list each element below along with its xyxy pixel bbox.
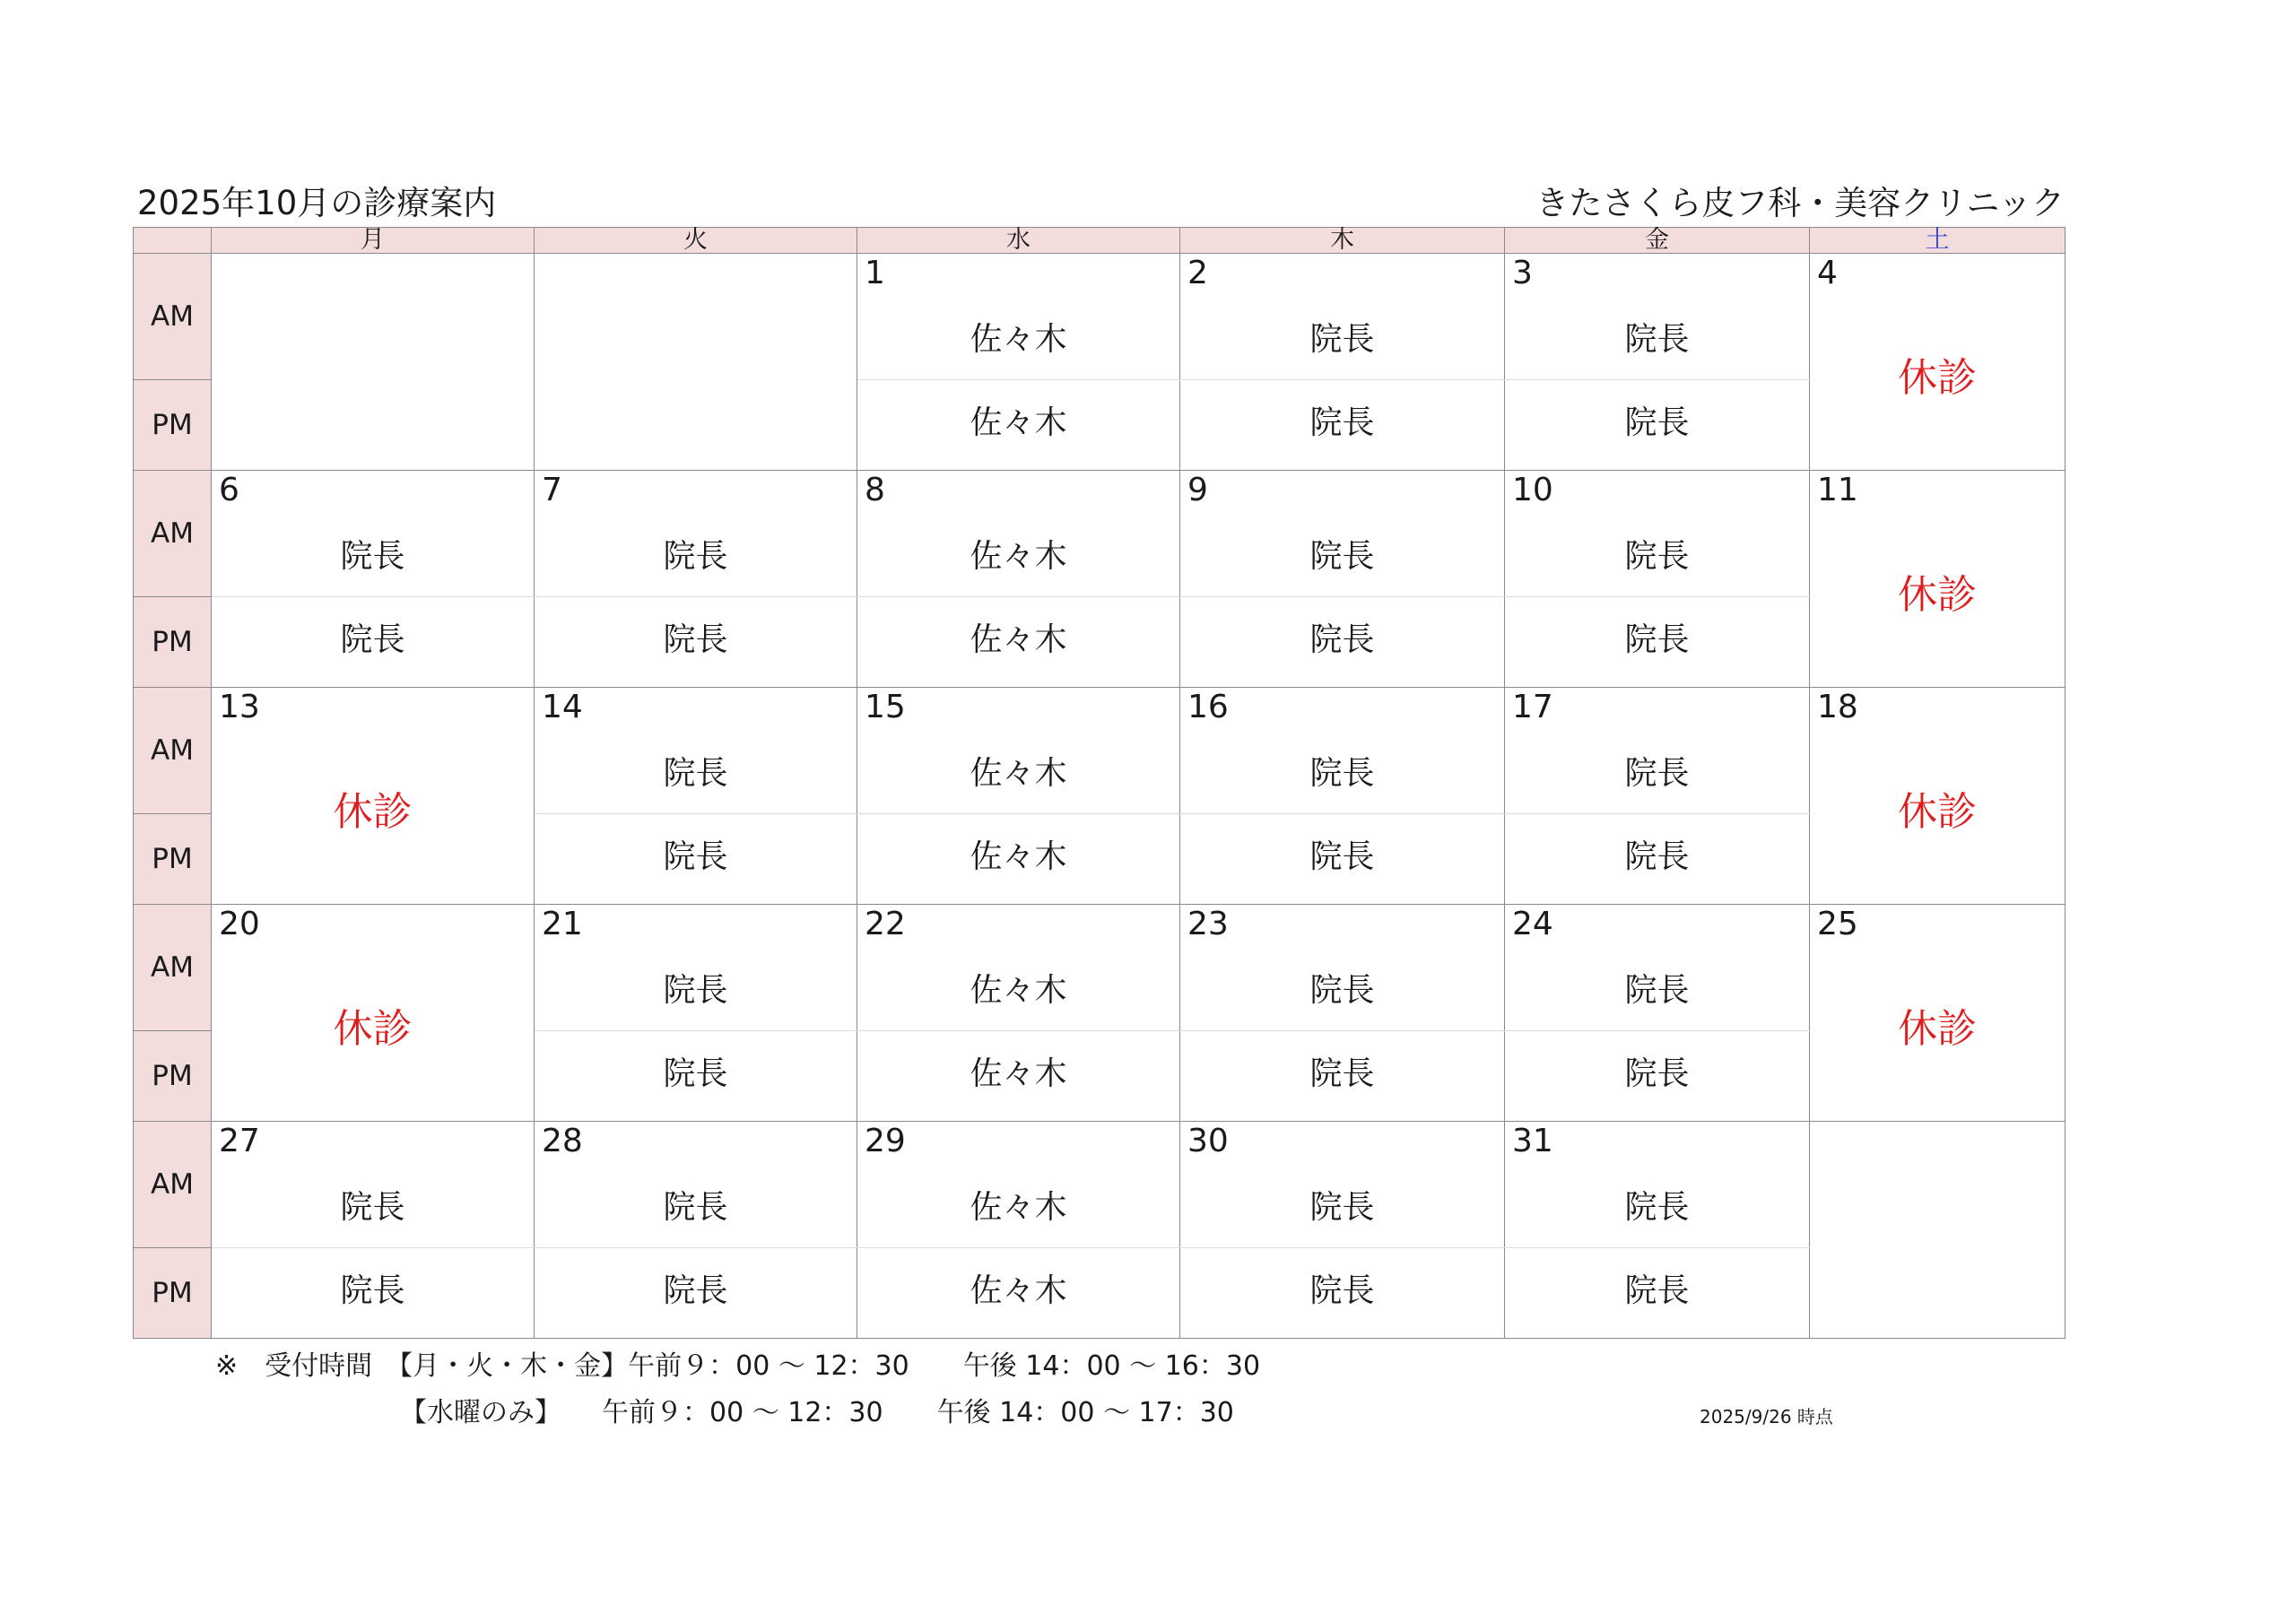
am-doctor: 佐々木 bbox=[970, 1189, 1067, 1226]
am-doctor: 院長 bbox=[1309, 1189, 1375, 1226]
closed-day-cell bbox=[212, 905, 535, 1122]
header-corner bbox=[134, 228, 212, 254]
weekday-header-row bbox=[134, 228, 2066, 254]
day-number: 14 bbox=[542, 689, 583, 725]
am-label: AM bbox=[134, 254, 212, 380]
week-row-am bbox=[134, 688, 2066, 814]
pm-doctor: 院長 bbox=[663, 838, 728, 875]
pm-doctor: 院長 bbox=[663, 621, 728, 658]
schedule-calendar bbox=[133, 227, 2066, 1339]
day-cell-am bbox=[1505, 254, 1810, 380]
day-number: 9 bbox=[1187, 472, 1208, 508]
am-doctor: 院長 bbox=[340, 1189, 405, 1226]
day-number: 10 bbox=[1512, 472, 1553, 508]
day-cell-am bbox=[1180, 254, 1505, 380]
day-cell-pm bbox=[1505, 1248, 1810, 1339]
closed-day-cell bbox=[212, 688, 535, 905]
day-cell-pm bbox=[857, 1248, 1180, 1339]
day-number: 17 bbox=[1512, 689, 1553, 725]
day-number: 22 bbox=[865, 906, 906, 942]
am-label: AM bbox=[134, 1122, 212, 1248]
closed-day-cell bbox=[1810, 688, 2066, 905]
pm-doctor: 院長 bbox=[1624, 404, 1690, 441]
am-doctor: 院長 bbox=[1309, 972, 1375, 1009]
day-number: 4 bbox=[1817, 255, 1838, 291]
closed-label: 休診 bbox=[1898, 1006, 1977, 1052]
closed-label: 休診 bbox=[1898, 789, 1977, 835]
pm-doctor: 院長 bbox=[663, 1272, 728, 1309]
closed-label: 休診 bbox=[333, 1006, 413, 1052]
closed-label: 休診 bbox=[1898, 572, 1977, 618]
am-doctor: 院長 bbox=[663, 538, 728, 575]
reception-hours-note: ※ 受付時間 【月・火・木・金】午前９：00 ～ 12：30 午後 14：00 ～ 16：30 bbox=[215, 1350, 1261, 1382]
pm-doctor: 院長 bbox=[663, 1055, 728, 1092]
day-cell-pm bbox=[535, 597, 857, 688]
day-cell-pm bbox=[1505, 814, 1810, 905]
day-cell-am bbox=[1180, 1122, 1505, 1248]
day-number: 21 bbox=[542, 906, 583, 942]
day-cell-pm bbox=[535, 1248, 857, 1339]
closed-day-cell bbox=[1810, 254, 2066, 471]
day-cell-pm bbox=[1180, 814, 1505, 905]
pm-doctor: 佐々木 bbox=[970, 1055, 1067, 1092]
closed-day-cell bbox=[1810, 905, 2066, 1122]
day-cell-pm bbox=[857, 1031, 1180, 1122]
day-cell-am bbox=[535, 688, 857, 814]
day-cell-pm bbox=[1180, 380, 1505, 471]
pm-doctor: 院長 bbox=[1309, 1272, 1375, 1309]
day-number: 18 bbox=[1817, 689, 1858, 725]
day-cell-am bbox=[1180, 688, 1505, 814]
day-number: 13 bbox=[219, 689, 260, 725]
pm-doctor: 院長 bbox=[1309, 404, 1375, 441]
weekday-mon: 月 bbox=[212, 228, 535, 254]
am-label: AM bbox=[134, 688, 212, 814]
day-number: 6 bbox=[219, 472, 239, 508]
day-number: 24 bbox=[1512, 906, 1553, 942]
weekday-sat: 土 bbox=[1810, 228, 2066, 254]
day-cell-am bbox=[857, 471, 1180, 597]
am-doctor: 院長 bbox=[340, 538, 405, 575]
weekday-tue: 火 bbox=[535, 228, 857, 254]
day-number: 2 bbox=[1187, 255, 1208, 291]
am-doctor: 院長 bbox=[663, 1189, 728, 1226]
day-number: 11 bbox=[1817, 472, 1858, 508]
day-number: 7 bbox=[542, 472, 562, 508]
am-doctor: 院長 bbox=[663, 755, 728, 792]
day-cell-am bbox=[1180, 471, 1505, 597]
closed-label: 休診 bbox=[333, 789, 413, 835]
am-doctor: 院長 bbox=[1309, 321, 1375, 358]
day-cell-am bbox=[857, 254, 1180, 380]
day-number: 16 bbox=[1187, 689, 1229, 725]
day-cell-pm bbox=[212, 597, 535, 688]
day-cell-pm bbox=[1180, 597, 1505, 688]
day-cell-am bbox=[1505, 688, 1810, 814]
pm-doctor: 佐々木 bbox=[970, 404, 1067, 441]
am-doctor: 佐々木 bbox=[970, 321, 1067, 358]
day-cell-pm bbox=[857, 380, 1180, 471]
empty-day-cell bbox=[212, 254, 535, 471]
day-number: 31 bbox=[1512, 1123, 1553, 1159]
day-number: 8 bbox=[865, 472, 885, 508]
pm-label: PM bbox=[134, 1248, 212, 1339]
day-number: 20 bbox=[219, 906, 260, 942]
pm-doctor: 佐々木 bbox=[970, 621, 1067, 658]
day-number: 23 bbox=[1187, 906, 1229, 942]
empty-day-cell bbox=[1810, 1122, 2066, 1339]
pm-doctor: 院長 bbox=[1309, 838, 1375, 875]
day-number: 25 bbox=[1817, 906, 1858, 942]
pm-doctor: 院長 bbox=[1624, 1055, 1690, 1092]
pm-label: PM bbox=[134, 814, 212, 905]
calendar-body bbox=[134, 254, 2066, 1339]
day-number: 29 bbox=[865, 1123, 906, 1159]
day-number: 15 bbox=[865, 689, 906, 725]
empty-day-cell bbox=[535, 254, 857, 471]
am-doctor: 佐々木 bbox=[970, 972, 1067, 1009]
am-doctor: 佐々木 bbox=[970, 538, 1067, 575]
day-cell-pm bbox=[535, 1031, 857, 1122]
day-cell-am bbox=[857, 688, 1180, 814]
weekday-thu: 木 bbox=[1180, 228, 1505, 254]
pm-doctor: 院長 bbox=[340, 1272, 405, 1309]
day-cell-am bbox=[1180, 905, 1505, 1031]
day-cell-pm bbox=[1505, 380, 1810, 471]
clinic-name: きたさくら皮フ科・美容クリニック bbox=[1535, 184, 2065, 222]
day-number: 1 bbox=[865, 255, 885, 291]
week-row-am bbox=[134, 1122, 2066, 1248]
am-doctor: 院長 bbox=[1624, 538, 1690, 575]
day-cell-pm bbox=[857, 814, 1180, 905]
pm-label: PM bbox=[134, 597, 212, 688]
day-number: 30 bbox=[1187, 1123, 1229, 1159]
am-doctor: 佐々木 bbox=[970, 755, 1067, 792]
am-doctor: 院長 bbox=[1309, 755, 1375, 792]
day-cell-am bbox=[1505, 1122, 1810, 1248]
day-cell-am bbox=[535, 1122, 857, 1248]
day-number: 28 bbox=[542, 1123, 583, 1159]
pm-label: PM bbox=[134, 380, 212, 471]
am-doctor: 院長 bbox=[1309, 538, 1375, 575]
am-doctor: 院長 bbox=[1624, 1189, 1690, 1226]
am-doctor: 院長 bbox=[663, 972, 728, 1009]
pm-doctor: 院長 bbox=[1624, 1272, 1690, 1309]
closed-label: 休診 bbox=[1898, 355, 1977, 401]
closed-day-cell bbox=[1810, 471, 2066, 688]
week-row-pm bbox=[134, 597, 2066, 688]
pm-doctor: 院長 bbox=[1309, 621, 1375, 658]
day-cell-am bbox=[1505, 905, 1810, 1031]
day-cell-am bbox=[535, 471, 857, 597]
week-row-am bbox=[134, 905, 2066, 1031]
pm-doctor: 院長 bbox=[340, 621, 405, 658]
day-number: 27 bbox=[219, 1123, 260, 1159]
am-doctor: 院長 bbox=[1624, 321, 1690, 358]
day-cell-pm bbox=[1505, 1031, 1810, 1122]
weekday-fri: 金 bbox=[1505, 228, 1810, 254]
pm-doctor: 院長 bbox=[1309, 1055, 1375, 1092]
day-cell-am bbox=[857, 905, 1180, 1031]
pm-doctor: 院長 bbox=[1624, 621, 1690, 658]
weekday-wed: 水 bbox=[857, 228, 1180, 254]
pm-doctor: 院長 bbox=[1624, 838, 1690, 875]
page-title: 2025年10月の診療案内 bbox=[137, 184, 497, 222]
day-cell-am bbox=[1505, 471, 1810, 597]
day-cell-pm bbox=[1180, 1248, 1505, 1339]
am-doctor: 院長 bbox=[1624, 972, 1690, 1009]
am-label: AM bbox=[134, 905, 212, 1031]
wednesday-hours-note: 【水曜のみ】 午前９：00 ～ 12：30 午後 14：00 ～ 17：30 bbox=[400, 1397, 1234, 1428]
day-cell-am bbox=[535, 905, 857, 1031]
day-cell-pm bbox=[1180, 1031, 1505, 1122]
day-cell-pm bbox=[212, 1248, 535, 1339]
week-row-pm bbox=[134, 1248, 2066, 1339]
day-cell-am bbox=[212, 471, 535, 597]
week-row-am bbox=[134, 471, 2066, 597]
pm-label: PM bbox=[134, 1031, 212, 1122]
day-number: 3 bbox=[1512, 255, 1533, 291]
week-row-am bbox=[134, 254, 2066, 380]
am-doctor: 院長 bbox=[1624, 755, 1690, 792]
day-cell-pm bbox=[1505, 597, 1810, 688]
pm-doctor: 佐々木 bbox=[970, 1272, 1067, 1309]
day-cell-pm bbox=[535, 814, 857, 905]
day-cell-pm bbox=[857, 597, 1180, 688]
day-cell-am bbox=[857, 1122, 1180, 1248]
am-label: AM bbox=[134, 471, 212, 597]
as-of-date: 2025/9/26 時点 bbox=[1700, 1406, 1833, 1428]
pm-doctor: 佐々木 bbox=[970, 838, 1067, 875]
day-cell-am bbox=[212, 1122, 535, 1248]
